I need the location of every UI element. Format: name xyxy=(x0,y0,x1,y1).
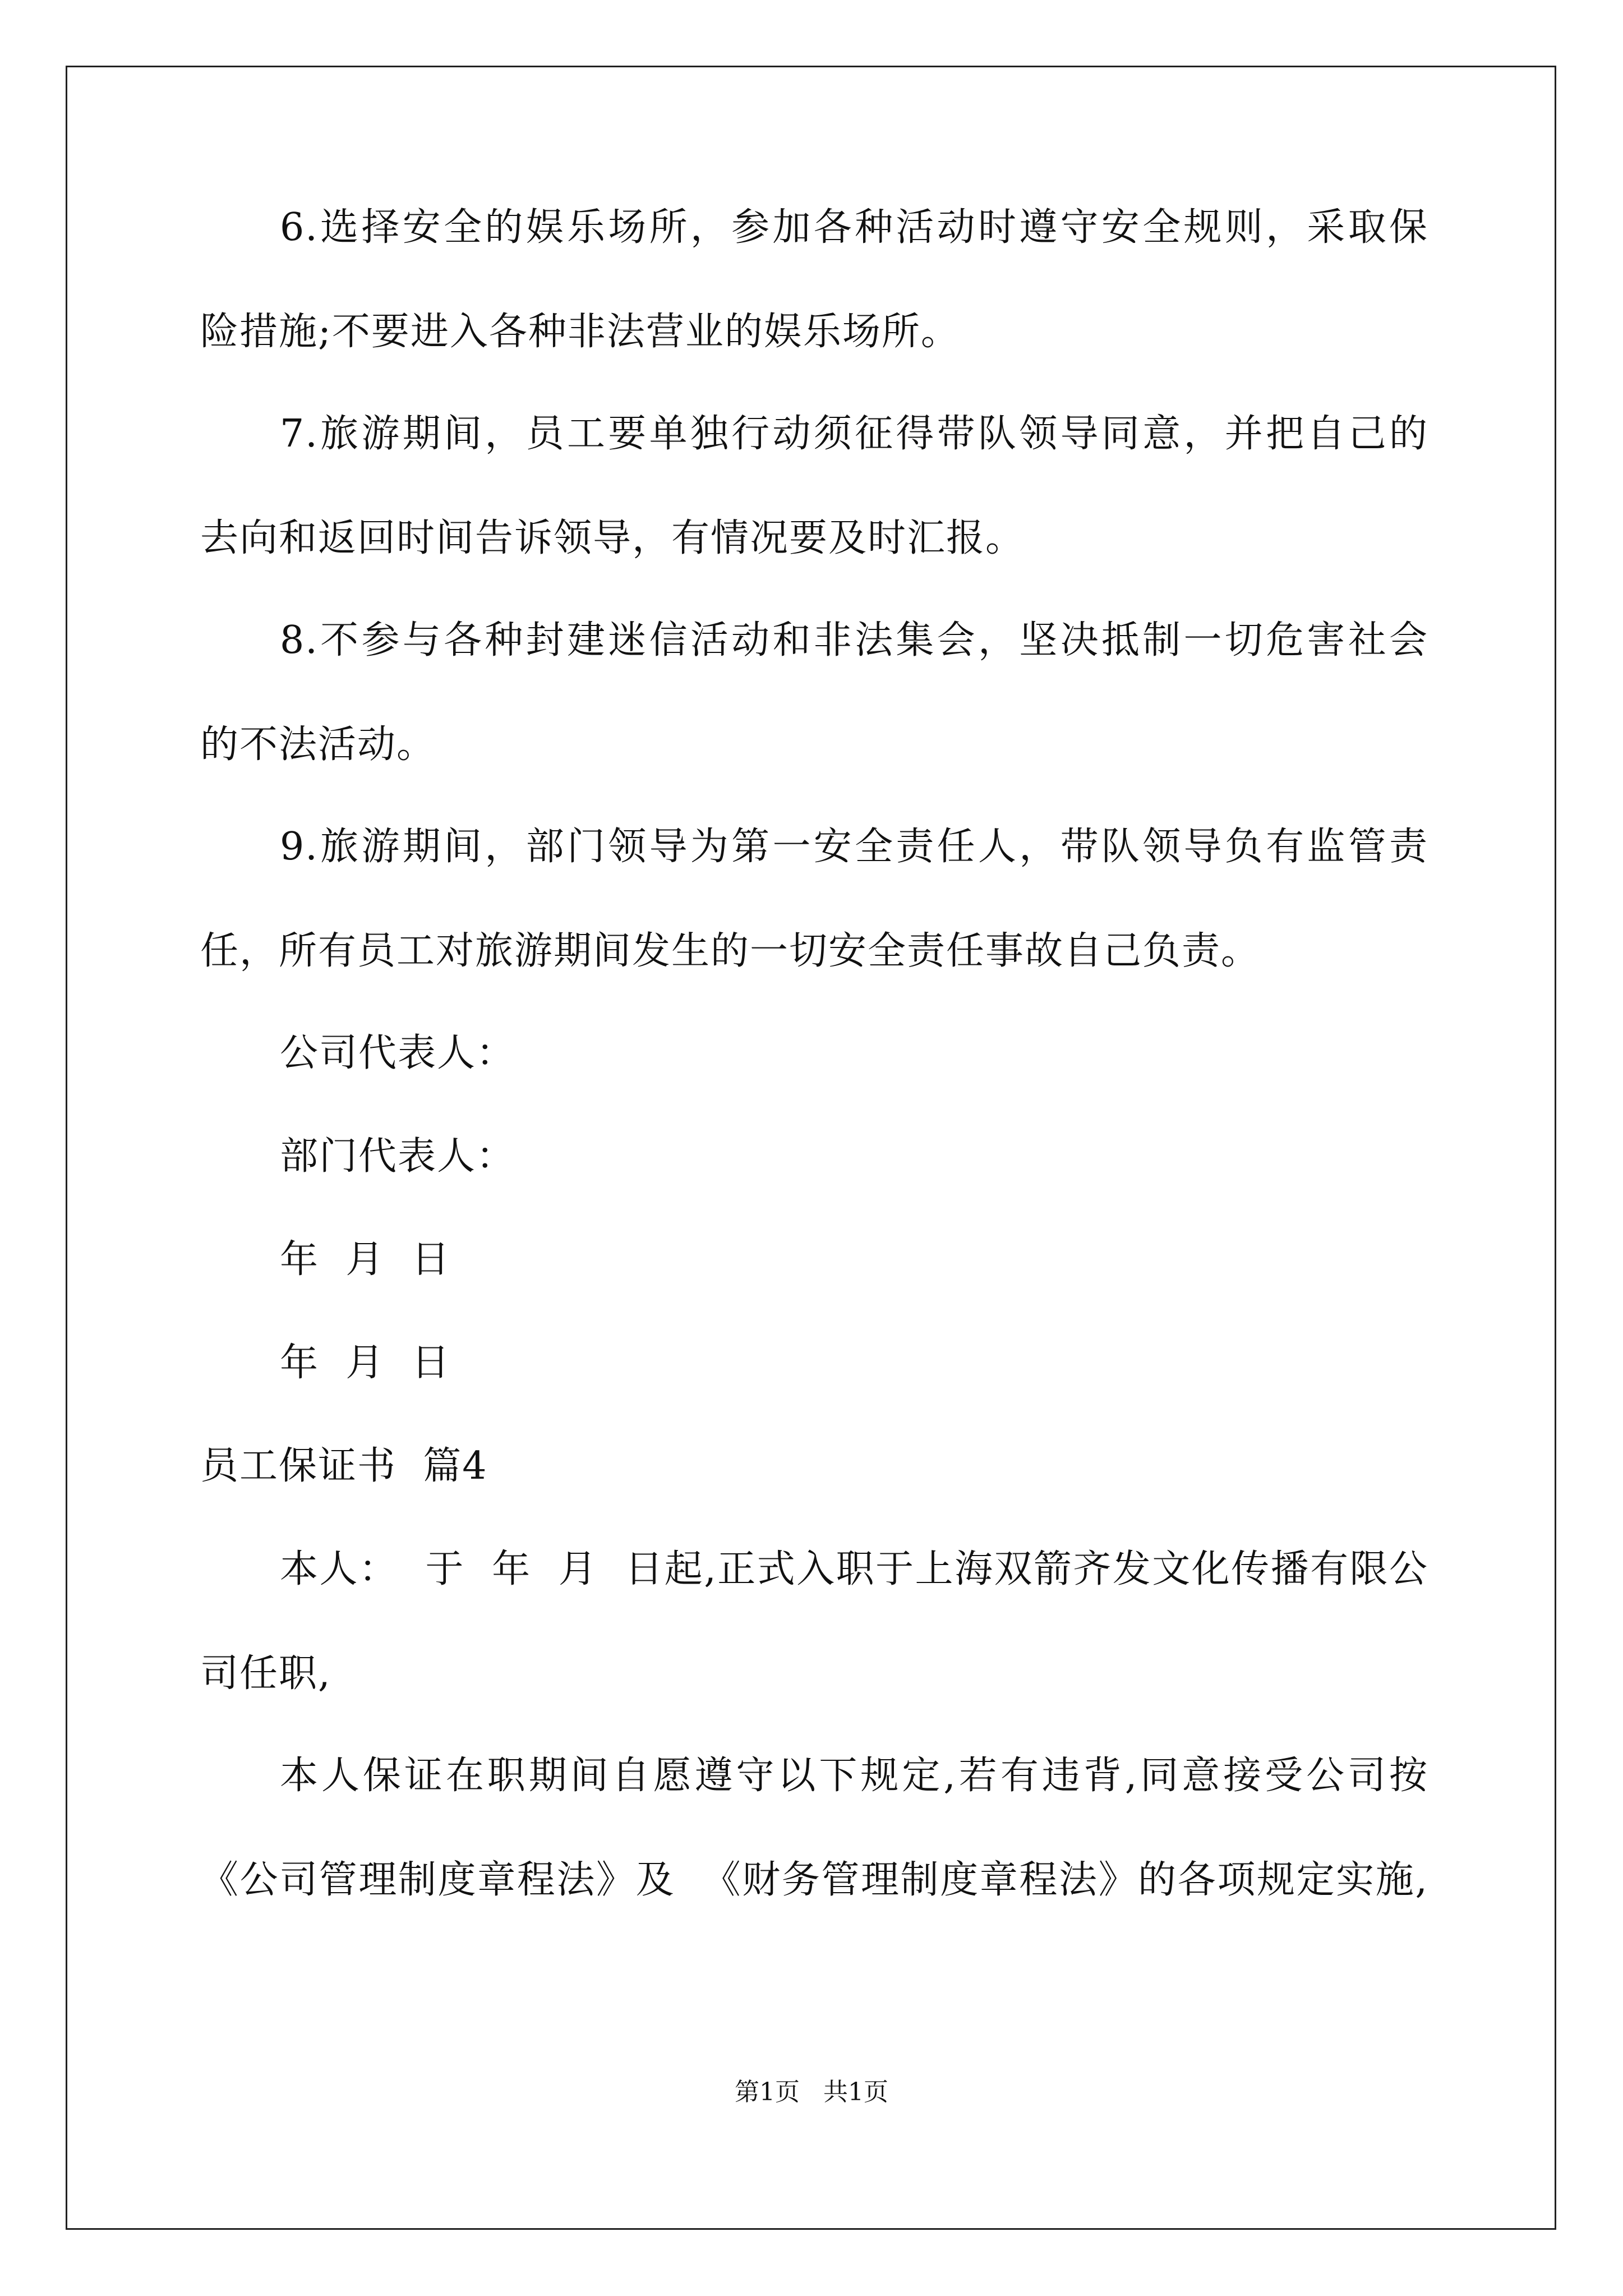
paragraph-line: 的不法活动。 xyxy=(200,723,436,767)
date-line: 年 月 日 xyxy=(280,1341,451,1385)
paragraph-line: 去向和返回时间告诉领导，有情况要及时汇报。 xyxy=(200,516,1025,560)
paragraph-line: 7.旅游期间，员工要单独行动须征得带队领导同意，并把自己的 xyxy=(280,412,1428,456)
paragraph-line: 险措施;不要进入各种非法营业的娱乐场所。 xyxy=(200,310,960,354)
paragraph-line: 本人： 于 年 月 日起,正式入职于上海双箭齐发文化传播有限公 xyxy=(280,1547,1428,1591)
page-footer: 第1页 共1页 xyxy=(735,2078,888,2106)
paragraph-item-8 xyxy=(200,615,1428,771)
section-heading: 员工保证书 篇4 xyxy=(200,1444,488,1488)
paragraph-line: 6.选择安全的娱乐场所，参加各种活动时遵守安全规则，采取保 xyxy=(280,205,1428,250)
paragraph-item-9 xyxy=(200,821,1428,977)
paragraph-line: 任，所有员工对旅游期间发生的一切安全责任事故自己负责。 xyxy=(200,929,1261,973)
section-paragraph-1 xyxy=(200,1544,1428,1700)
date-line: 年 月 日 xyxy=(280,1237,451,1282)
section-paragraph-2 xyxy=(200,1750,1428,1906)
paragraph-line: 8.不参与各种封建迷信活动和非法集会，坚决抵制一切危害社会 xyxy=(280,618,1428,662)
department-representative-label: 部门代表人： xyxy=(280,1134,516,1179)
paragraph-line: 本人保证在职期间自愿遵守以下规定,若有违背,同意接受公司按 xyxy=(280,1754,1428,1798)
paragraph-line: 《公司管理制度章程法》及 《财务管理制度章程法》的各项规定实施, xyxy=(200,1858,1428,1902)
paragraph-item-6 xyxy=(200,202,1428,358)
company-representative-label: 公司代表人： xyxy=(280,1031,516,1075)
paragraph-line: 司任职, xyxy=(200,1651,331,1696)
paragraph-item-7 xyxy=(200,408,1428,564)
paragraph-line: 9.旅游期间，部门领导为第一安全责任人，带队领导负有监管责 xyxy=(280,825,1428,869)
